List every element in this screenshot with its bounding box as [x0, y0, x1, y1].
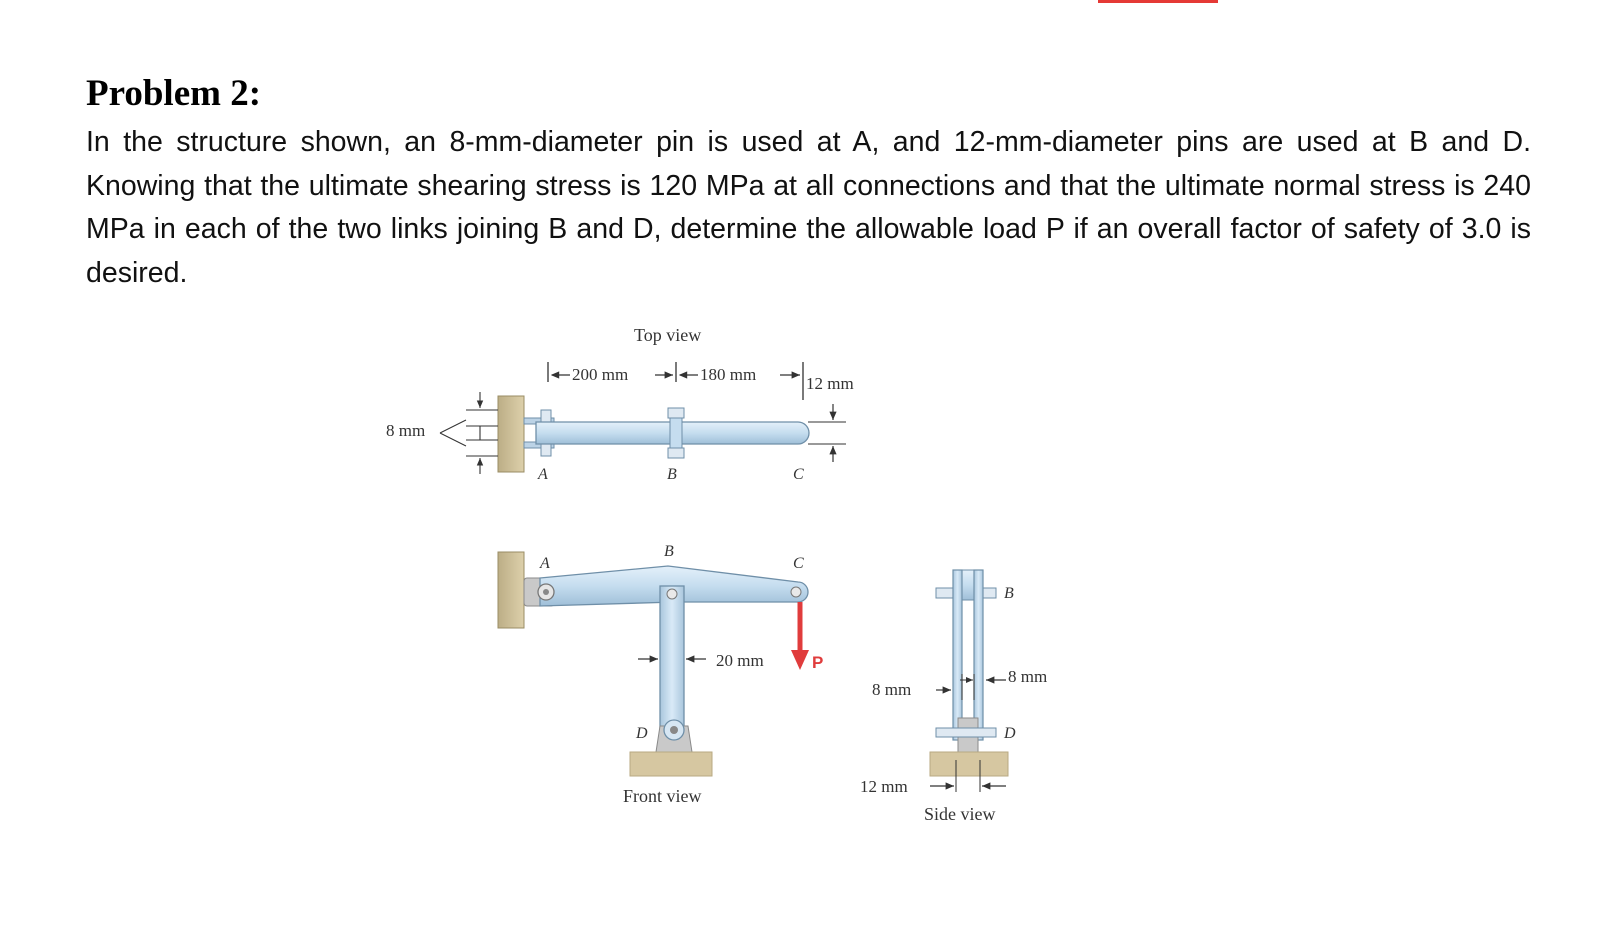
side-view-caption: Side view — [924, 804, 996, 824]
label-c-front: C — [793, 555, 804, 572]
dim-8mm-right: 8 mm — [1008, 667, 1048, 686]
label-d-front: D — [636, 725, 648, 742]
label-b-side: B — [1004, 585, 1014, 602]
dim-180mm: 180 mm — [700, 365, 757, 384]
link-right-side — [974, 570, 983, 740]
wall-top-view — [498, 396, 524, 472]
front-view — [498, 543, 823, 806]
ground-side — [930, 752, 1008, 776]
link-left-side — [953, 570, 962, 740]
label-d-side: D — [1004, 725, 1016, 742]
problem-title: Problem 2: — [86, 73, 262, 114]
label-a-front: A — [540, 555, 550, 572]
pin-b-top — [670, 418, 682, 448]
ground-front — [630, 752, 712, 776]
pin-d-side — [936, 728, 996, 737]
pin-b-front — [667, 589, 677, 599]
dim-8mm-left: 8 mm — [872, 680, 912, 699]
label-b-top: B — [667, 466, 677, 483]
wall-front-view — [498, 552, 524, 628]
front-view-caption: Front view — [623, 786, 702, 806]
pin-d-front — [670, 726, 678, 734]
dim-8mm-pin: 8 mm — [386, 421, 426, 440]
top-view — [386, 325, 854, 483]
label-b-front: B — [664, 543, 674, 560]
dim-12mm-top: 12 mm — [806, 374, 854, 393]
top-view-caption: Top view — [634, 325, 702, 345]
dim-20mm: 20 mm — [716, 651, 764, 670]
label-c-top: C — [793, 466, 804, 483]
dim-200mm: 200 mm — [572, 365, 629, 384]
side-view — [860, 570, 1047, 824]
problem-statement: In the structure shown, an 8-mm-diameter pin is used at A, and 12-mm-diameter pins are used at B and D. Knowing that the ultimate shearing stress is 120 MPa at all connections and that the ultimate normal stress is 240 MPa in each of the two links joining B and D, determine the allowable load P if an overall factor of safety of 3.0 is desired. — [86, 126, 1531, 289]
dim-12mm-base: 12 mm — [860, 777, 908, 796]
label-p: P — [812, 653, 824, 672]
load-arrow-head — [791, 650, 809, 670]
link-bd-front — [660, 586, 684, 734]
label-a-top: A — [538, 466, 548, 483]
